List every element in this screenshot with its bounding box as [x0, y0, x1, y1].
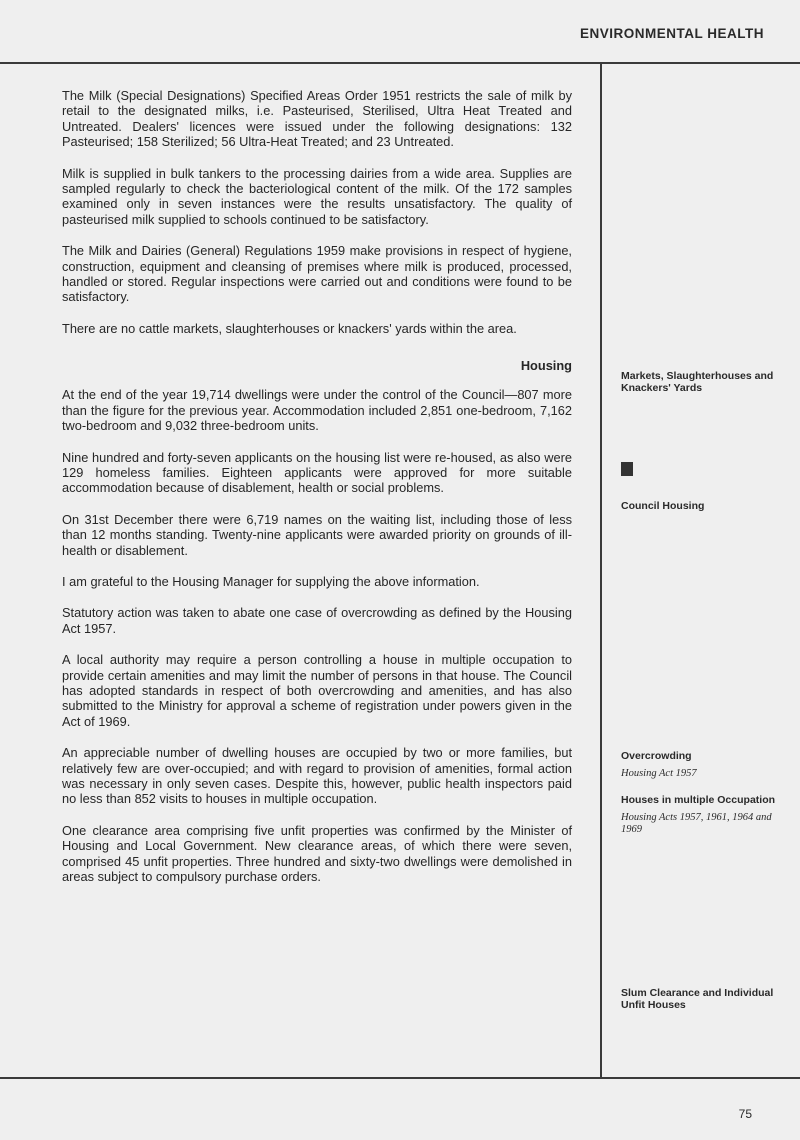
- bottom-rule: [0, 1077, 800, 1079]
- sidebar-slum-clearance: [621, 987, 781, 1011]
- top-rule: [0, 62, 800, 64]
- paragraph-multiple-occupation: A local authority may require a person controlling a house in multiple occupation to provide certain amenities and may limit the number of persons in that house. The Council has adopted standards in respect of both overcrowding and amenities, and has also submitted to the Ministry for approval a scheme of registration under powers given in the Act of 1969.: [62, 652, 572, 729]
- paragraph-milk-supply: Milk is supplied in bulk tankers to the processing dairies from a wide area. Supplies are sampled regularly to check the bacteriological content of the milk. Of the 172 samples examined only in seven instances were the results unsatisfactory. The quality of pasteurised milk supplied to schools continued to be satisfactory.: [62, 165, 572, 227]
- paragraph-council-dwellings: At the end of the year 19,714 dwellings were under the control of the Council—807 more than the figure for the previous year. Accommodation included 2,851 one-bedroom, 7,162 two-bedroom and 9,032 three-bedroom units.: [62, 387, 572, 434]
- sidebar-markets-label: Markets, Slaughterhouses and Knackers' Yards: [621, 370, 774, 394]
- sidebar-multiple-occupation-ref: Housing Acts 1957, 1961, 1964 and 1969: [621, 812, 772, 835]
- paragraph-acknowledgement: I am grateful to the Housing Manager for supplying the above information.: [62, 573, 480, 589]
- sidebar-markets: [621, 370, 781, 394]
- sidebar-council-housing-label: Council Housing: [621, 500, 705, 512]
- running-header: ENVIRONMENTAL HEALTH: [580, 26, 764, 41]
- main-column: [62, 88, 572, 900]
- paragraph-occupied-houses: An appreciable number of dwelling houses are occupied by two or more families, but relatively few are over-occupied; and with regard to provision of amenities, formal action was necessary in only seven cases. Despite this, however, public health inspectors paid no less than 852 visits to houses in multiple occupation.: [62, 745, 572, 807]
- paragraph-rehoused: Nine hundred and forty-seven applicants on the housing list were re-housed, as also were 129 homeless families. Eighteen applicants were approved for more suitable accommodation because of disablement, health or social problems.: [62, 449, 572, 496]
- section-marker: [621, 462, 633, 476]
- sidebar-multiple-occupation: [621, 794, 781, 836]
- paragraph-dairies-regulations: The Milk and Dairies (General) Regulations 1959 make provisions in respect of hygiene, construction, equipment and cleansing of premises where milk is produced, processed, handled or stored. Regular inspections were carried out and conditions were found to be satisfactory.: [62, 243, 572, 305]
- sidebar-overcrowding: [621, 750, 781, 780]
- sidebar-slum-clearance-label: Slum Clearance and Individual Unfit Houses: [621, 987, 774, 1011]
- page-number: 75: [738, 1107, 752, 1121]
- housing-heading: Housing: [520, 358, 572, 374]
- paragraph-markets: There are no cattle markets, slaughterhouses or knackers' yards within the area.: [62, 320, 517, 336]
- column-divider: [600, 62, 602, 1079]
- sidebar-overcrowding-ref: Housing Act 1957: [621, 768, 697, 779]
- sidebar-multiple-occupation-label: Houses in multiple Occupation: [621, 794, 776, 806]
- sidebar-overcrowding-label: Overcrowding: [621, 750, 692, 762]
- paragraph-overcrowding: Statutory action was taken to abate one case of overcrowding as defined by the Housing Act 1957.: [62, 605, 572, 636]
- paragraph-milk-designations: The Milk (Special Designations) Specified Areas Order 1951 restricts the sale of milk by retail to the designated milks, i.e. Pasteurised, Sterilised, Ultra Heat Treated and Untreated. Dealers' licences were issued under the following designations: 132 Pasteurised; 158 Sterilized; 56 Ultra-Heat Treated; and 23 Untreated.: [62, 88, 572, 150]
- sidebar-council-housing: [621, 500, 781, 512]
- paragraph-clearance-areas: One clearance area comprising five unfit properties was confirmed by the Minister of Housing and Local Government. New clearance areas, of which there were seven, comprised 45 unfit properties. Three hundred and sixty-two dwellings were demolished in areas subject to compulsory purchase orders.: [62, 822, 572, 885]
- paragraph-waiting-list: On 31st December there were 6,719 names on the waiting list, including those of less than 12 months standing. Twenty-nine applicants were awarded priority on grounds of ill-health or disablement.: [62, 511, 572, 558]
